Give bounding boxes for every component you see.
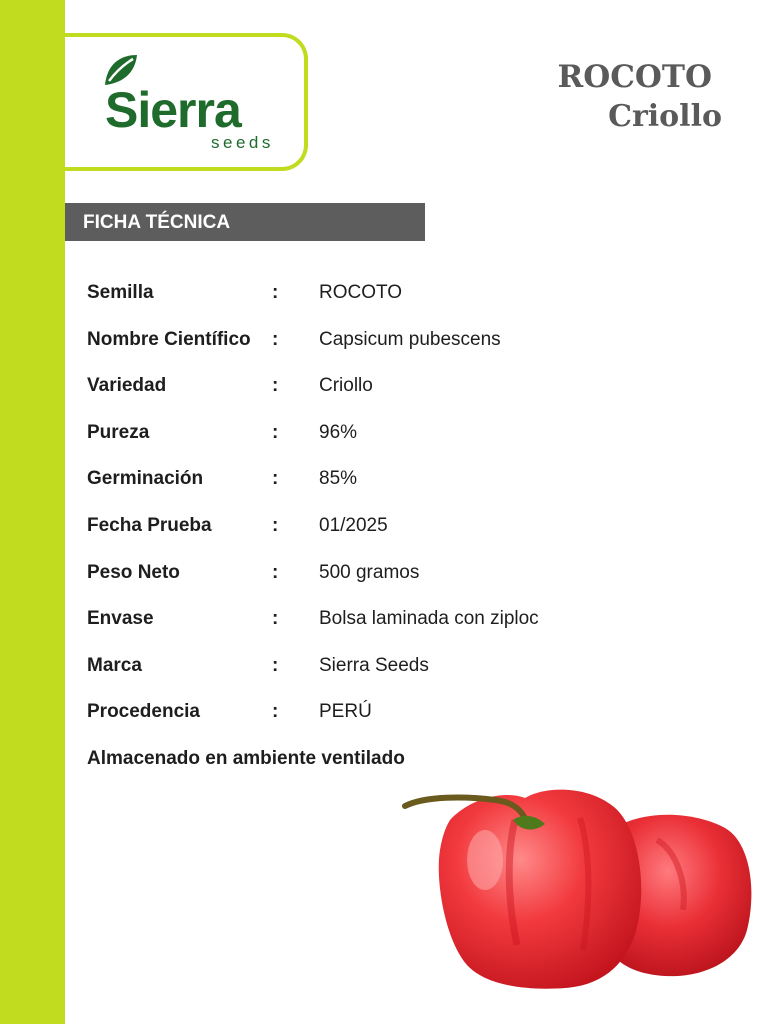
spec-value: 96%: [319, 421, 358, 443]
spec-value: 01/2025: [319, 514, 388, 536]
spec-value: Criollo: [319, 375, 373, 397]
spec-label: Pureza: [87, 421, 150, 443]
spec-value: 85%: [319, 468, 358, 490]
spec-row-variedad: [87, 363, 687, 410]
spec-colon: :: [272, 608, 279, 630]
spec-label: Marca: [87, 654, 142, 676]
spec-colon: :: [272, 375, 279, 397]
spec-colon: :: [272, 282, 279, 303]
spec-value: 500 gramos: [319, 561, 420, 583]
spec-row-nombre-cientifico: [87, 317, 687, 364]
spec-colon: :: [272, 468, 279, 490]
brand-name: Sierra: [105, 82, 241, 138]
spec-value: Capsicum pubescens: [319, 328, 501, 350]
spec-label: Germinación: [87, 468, 204, 490]
spec-row-fecha-prueba: [87, 503, 687, 550]
storage-note: Almacenado en ambiente ventilado: [87, 748, 405, 769]
spec-row-semilla: [87, 270, 687, 317]
section-header: FICHA TÉCNICA: [65, 203, 425, 241]
rocoto-pepper-illustration: [395, 780, 760, 1000]
spec-colon: :: [272, 328, 279, 350]
product-variety: Criollo: [608, 98, 722, 134]
spec-row-procedencia: [87, 689, 687, 736]
spec-colon: :: [272, 514, 279, 536]
spec-label: Variedad: [87, 375, 167, 397]
spec-value: ROCOTO: [319, 282, 403, 303]
spec-label: Fecha Prueba: [87, 514, 212, 536]
spec-colon: :: [272, 421, 279, 443]
brand-tagline: seeds: [211, 133, 274, 152]
spec-row-envase: [87, 596, 687, 643]
side-accent-bar: [0, 0, 65, 1024]
spec-value: PERÚ: [319, 701, 372, 723]
product-title: [557, 58, 722, 136]
spec-label: Nombre Científico: [87, 328, 251, 350]
spec-value: Sierra Seeds: [319, 654, 429, 676]
spec-row-peso-neto: [87, 550, 687, 597]
spec-colon: :: [272, 701, 279, 723]
spec-label: Procedencia: [87, 701, 200, 723]
spec-label: Semilla: [87, 282, 154, 303]
product-name: ROCOTO: [557, 59, 712, 95]
spec-label: Peso Neto: [87, 561, 180, 583]
spec-colon: :: [272, 561, 279, 583]
spec-label: Envase: [87, 608, 154, 630]
brand-logo: [65, 33, 308, 171]
spec-row-germinacion: [87, 456, 687, 503]
spec-colon: :: [272, 654, 279, 676]
spec-list: [87, 270, 687, 736]
spec-row-pureza: [87, 410, 687, 457]
spec-value: Bolsa laminada con ziploc: [319, 608, 539, 630]
spec-row-marca: [87, 643, 687, 690]
